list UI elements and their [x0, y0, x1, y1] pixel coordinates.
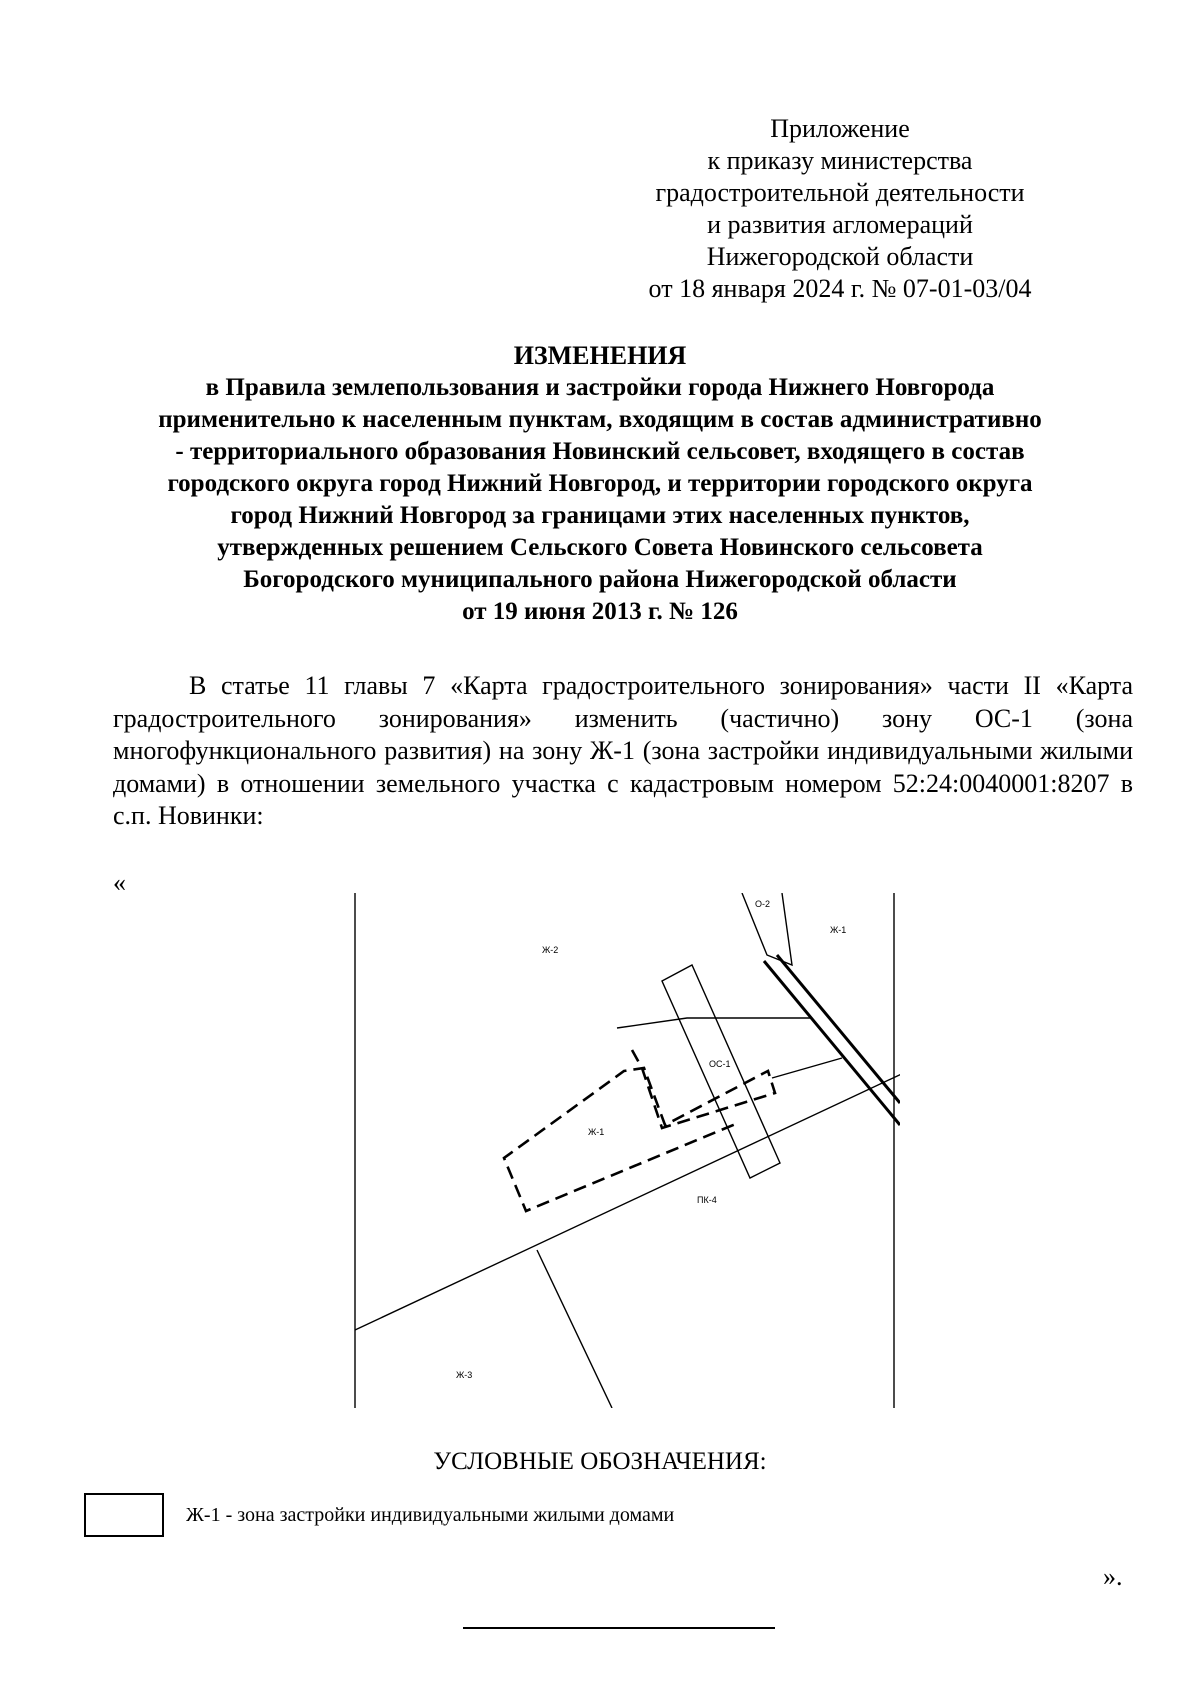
title-line: утвержденных решением Сельского Совета Новинского сельсовета	[217, 534, 983, 561]
title-line: городского округа город Нижний Новгород, и территории городского округа	[167, 470, 1033, 497]
zone-label-zh2: Ж-2	[542, 945, 559, 955]
document-title	[100, 340, 1100, 628]
closing-quote: ».	[1103, 1562, 1123, 1591]
title-line: Богородского муниципального района Нижегородской области	[243, 566, 957, 593]
title-line: применительно к населенным пунктам, входящим в состав административно	[158, 406, 1042, 433]
road-line-b	[777, 955, 900, 1103]
legend-item: Ж-1 - зона застройки индивидуальными жилыми домами	[186, 1504, 675, 1526]
body-paragraph: В статье 11 главы 7 «Карта градостроительного зонирования» части II «Карта градостроительного зонирования» изменить (частично) зону ОС-1 (зона многофункционального развития) на зону Ж-1 (зона застройки индивидуальными жилыми домами) в отношении земельного участка с кадастровым номером 52:24:0040001:8207 в с.п. Новинки:	[113, 671, 1133, 830]
os1-upper-boundary	[617, 1018, 812, 1028]
appendix-header	[600, 113, 1080, 305]
appendix-line: к приказу министерства	[707, 146, 973, 175]
zoning-map	[352, 893, 900, 1408]
opening-quote: «	[113, 868, 126, 897]
zone-label-o2: О-2	[755, 899, 771, 909]
appendix-line: и развития агломераций	[707, 210, 973, 239]
title-line: - территориального образования Новинский сельсовет, входящего в состав	[175, 438, 1025, 465]
zone-label-os1: ОС-1	[709, 1059, 731, 1069]
title-line: в Правила землепользования и застройки города Нижнего Новгорода	[205, 374, 995, 401]
zone-label-pk4: ПК-4	[697, 1195, 717, 1205]
legend-swatch	[84, 1493, 164, 1537]
zone-boundary-line	[772, 1058, 842, 1078]
pk4-boundary	[662, 965, 780, 1178]
title-heading: ИЗМЕНЕНИЯ	[513, 341, 687, 370]
appendix-line: от 18 января 2024 г. № 07-01-03/04	[648, 274, 1032, 303]
zone-label-zh1: Ж-1	[588, 1127, 605, 1137]
zh3-boundary	[537, 1250, 612, 1408]
title-line: от 19 июня 2013 г. № 126	[462, 598, 738, 625]
appendix-line: градостроительной деятельности	[655, 178, 1025, 207]
legend-title: УСЛОВНЫЕ ОБОЗНАЧЕНИЯ:	[433, 1448, 767, 1475]
zone-label-zh3: Ж-3	[456, 1370, 473, 1380]
zone-boundary-diagonal	[355, 1041, 900, 1330]
road-line-a	[764, 961, 900, 1125]
end-rule	[463, 1627, 775, 1629]
appendix-line: Нижегородской области	[706, 242, 974, 271]
body-text	[113, 670, 1133, 833]
zone-label-zh1-top: Ж-1	[830, 925, 847, 935]
title-line: город Нижний Новгород за границами этих населенных пунктов,	[230, 502, 970, 529]
appendix-line: Приложение	[770, 114, 910, 143]
zh1-parcel-boundary	[504, 1050, 775, 1211]
